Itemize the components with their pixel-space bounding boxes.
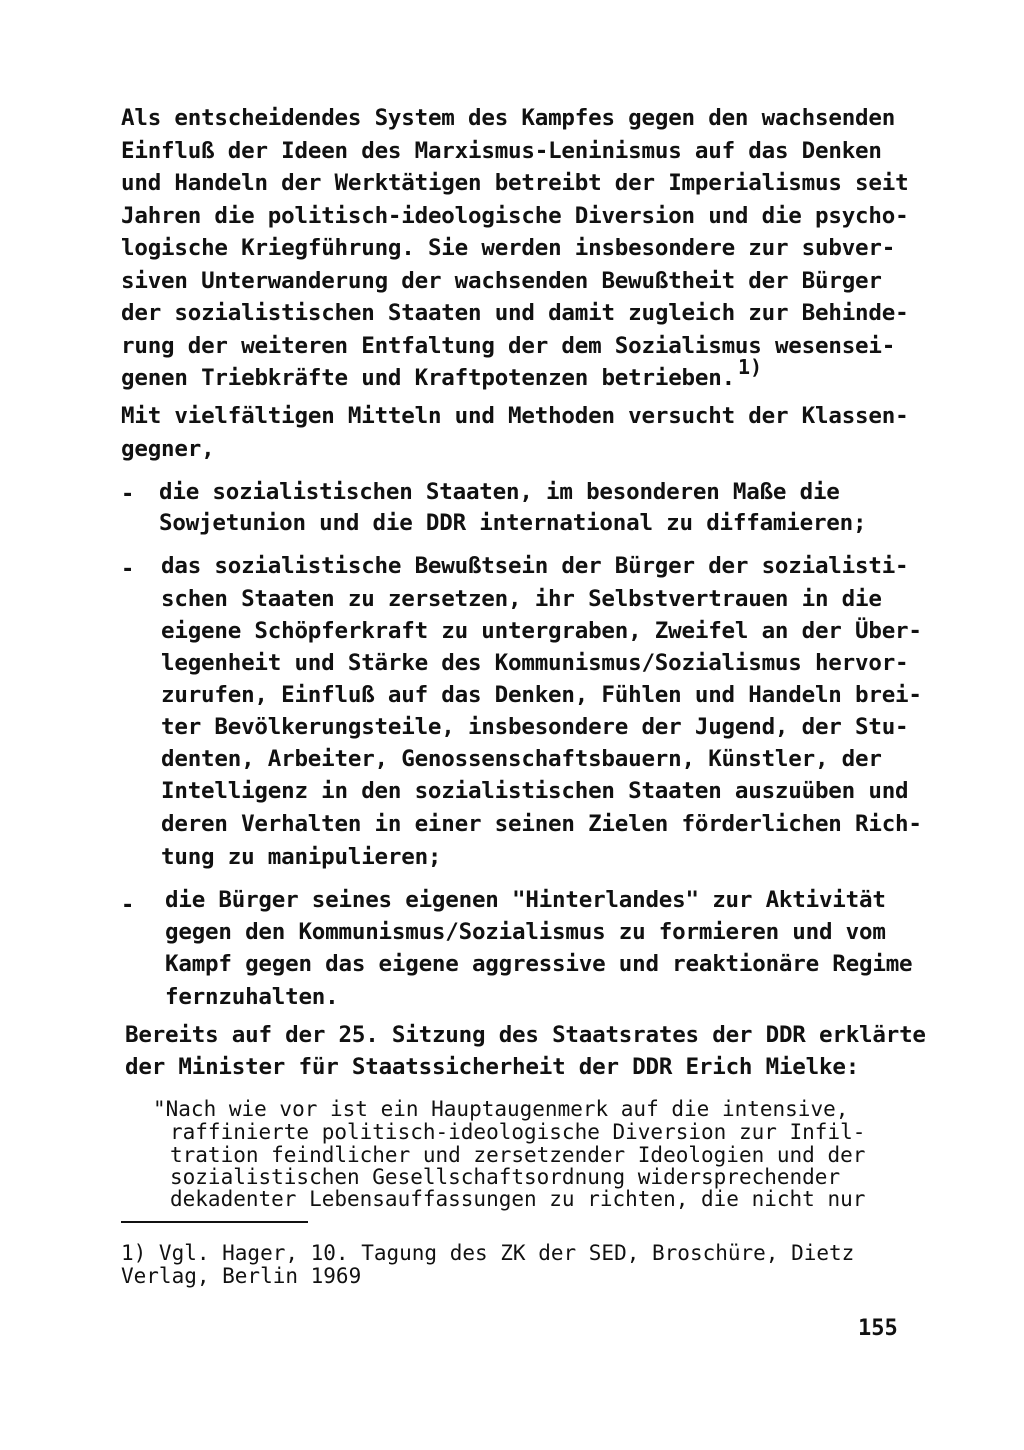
- bullet3-line: Kampf gegen das eigene aggressive und reaktionäre Regime: [165, 951, 913, 977]
- paragraph2-line: Mit vielfältigen Mitteln und Methoden versucht der Klassen-: [121, 403, 909, 429]
- quote-line: tration feindlicher und zersetzender Ideologien und der: [170, 1143, 866, 1167]
- bullet3-line: fernzuhalten.: [165, 984, 339, 1010]
- paragraph1-line: Jahren die politisch-ideologische Diversion und die psycho-: [121, 203, 909, 229]
- footnote-line: Verlag, Berlin 1969: [121, 1264, 362, 1288]
- quote-line: sozialistischen Gesellschaftsordnung widersprechender: [170, 1165, 841, 1189]
- paragraph1-line: der sozialistischen Staaten und damit zugleich zur Behinde-: [121, 300, 909, 326]
- quote-line: dekadenter Lebensauffassungen zu richten, die nicht nur: [170, 1187, 866, 1211]
- footnote-divider: [121, 1221, 308, 1223]
- quote-line: "Nach wie vor ist ein Hauptaugenmerk auf die intensive,: [153, 1097, 849, 1121]
- paragraph1-line: siven Unterwanderung der wachsenden Bewußtheit der Bürger: [121, 268, 882, 294]
- paragraph3-line: Bereits auf der 25. Sitzung des Staatsrates der DDR erklärte: [125, 1022, 926, 1048]
- bullet2-line: ter Bevölkerungsteile, insbesondere der Jugend, der Stu-: [161, 714, 909, 740]
- paragraph1-line: und Handeln der Werktätigen betreibt der Imperialismus seit: [121, 170, 909, 196]
- paragraph1-line: Einfluß der Ideen des Marxismus-Leninismus auf das Denken: [121, 138, 882, 164]
- paragraph1-line: Als entscheidendes System des Kampfes gegen den wachsenden: [121, 105, 896, 131]
- page-number: 155: [858, 1316, 898, 1341]
- bullet3-line: gegen den Kommunismus/Sozialismus zu formieren und vom: [165, 919, 886, 945]
- bullet1-line: die sozialistischen Staaten, im besonderen Maße die: [159, 479, 840, 505]
- bullet2-line: legenheit und Stärke des Kommunismus/Sozialismus hervor-: [161, 650, 909, 676]
- bullet2-line: schen Staaten zu zersetzen, ihr Selbstvertrauen in die: [161, 586, 882, 612]
- bullet2-line: das sozialistische Bewußtsein der Bürger der sozialisti-: [161, 553, 909, 579]
- paragraph1-line: genen Triebkräfte und Kraftpotenzen betrieben.: [121, 365, 735, 391]
- bullet-dash: -: [121, 557, 135, 582]
- bullet2-line: eigene Schöpferkraft zu untergraben, Zweifel an der Über-: [161, 618, 922, 644]
- quote-line: raffinierte politisch-ideologische Diversion zur Infil-: [170, 1120, 866, 1144]
- bullet-dash: -: [121, 482, 135, 507]
- bullet2-line: Intelligenz in den sozialistischen Staaten auszuüben und: [161, 778, 909, 804]
- bullet2-line: tung zu manipulieren;: [161, 844, 442, 870]
- bullet2-line: denten, Arbeiter, Genossenschaftsbauern, Künstler, der: [161, 746, 882, 772]
- bullet2-line: zurufen, Einfluß auf das Denken, Fühlen und Handeln brei-: [161, 682, 922, 708]
- footnote-marker: 1): [738, 355, 763, 379]
- bullet-dash: -: [121, 893, 135, 918]
- bullet1-line: Sowjetunion und die DDR international zu diffamieren;: [159, 510, 867, 536]
- paragraph3-line: der Minister für Staatssicherheit der DDR Erich Mielke:: [125, 1054, 860, 1080]
- paragraph1-line: logische Kriegführung. Sie werden insbesondere zur subver-: [121, 235, 896, 261]
- bullet2-line: deren Verhalten in einer seinen Zielen förderlichen Rich-: [161, 811, 922, 837]
- paragraph1-line: rung der weiteren Entfaltung der dem Sozialismus wesensei-: [121, 333, 896, 359]
- paragraph2-line: gegner,: [121, 436, 215, 462]
- bullet3-line: die Bürger seines eigenen "Hinterlandes" zur Aktivität: [165, 887, 886, 913]
- footnote-line: 1) Vgl. Hager, 10. Tagung des ZK der SED, Broschüre, Dietz: [121, 1241, 855, 1265]
